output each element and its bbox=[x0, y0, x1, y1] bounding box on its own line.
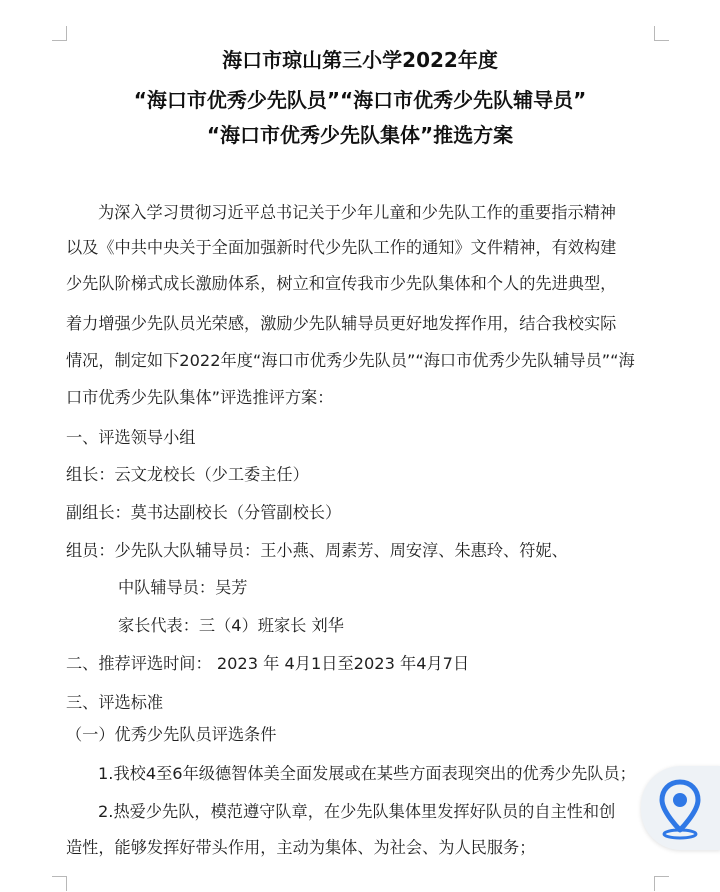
location-pin-icon bbox=[657, 778, 703, 840]
criteria-item-2-line-1: 2.热爱少先队，模范遵守队章，在少先队集体里发挥好队员的自主性和创 bbox=[98, 802, 616, 821]
crop-mark-top-right bbox=[654, 26, 669, 41]
section-3-heading: 三、评选标准 bbox=[66, 693, 164, 712]
intro-line-6: 口市优秀少先队集体”评选推评方案： bbox=[66, 388, 334, 407]
section-1-heading: 一、评选领导小组 bbox=[66, 428, 196, 447]
deputy-leader-line: 副组长：莫书达副校长（分管副校长） bbox=[66, 503, 342, 522]
intro-line-1: 为深入学习贯彻习近平总书记关于少年儿童和少先队工作的重要指示精神 bbox=[98, 203, 616, 222]
intro-line-5: 情况，制定如下2022年度“海口市优秀少先队员”“海口市优秀少先队辅导员”“海 bbox=[66, 351, 635, 370]
middle-counselor-line: 中队辅导员：吴芳 bbox=[118, 578, 248, 597]
crop-mark-bottom-right bbox=[654, 876, 669, 891]
criteria-item-2-line-2: 造性，能够发挥好带头作用，主动为集体、为社会、为人民服务； bbox=[66, 838, 536, 857]
leader-line: 组长：云文龙校长（少工委主任） bbox=[66, 465, 309, 484]
crop-mark-bottom-left bbox=[52, 876, 67, 891]
location-floating-button[interactable] bbox=[641, 766, 720, 850]
section-2-heading: 二、推荐评选时间： 2023 年 4月1日至2023 年4月7日 bbox=[66, 654, 470, 673]
document-title-line-1: 海口市琼山第三小学2022年度 bbox=[222, 48, 498, 72]
members-line: 组员：少先队大队辅导员：王小燕、周素芳、周安淳、朱惠玲、符妮、 bbox=[66, 541, 568, 560]
criteria-item-1: 1.我校4至6年级德智体美全面发展或在某些方面表现突出的优秀少先队员； bbox=[98, 764, 636, 783]
parent-representative-line: 家长代表：三（4）班家长 刘华 bbox=[118, 616, 344, 635]
document-title-line-2: “海口市优秀少先队员”“海口市优秀少先队辅导员” bbox=[133, 88, 587, 112]
intro-line-2: 以及《中共中央关于全面加强新时代少先队工作的通知》文件精神，有效构建 bbox=[66, 238, 617, 257]
subsection-1-heading: （一）优秀少先队员评选条件 bbox=[66, 725, 277, 744]
intro-line-4: 着力增强少先队员光荣感，激励少先队辅导员更好地发挥作用，结合我校实际 bbox=[66, 314, 617, 333]
crop-mark-top-left bbox=[52, 26, 67, 41]
intro-line-3: 少先队阶梯式成长激励体系，树立和宣传我市少先队集体和个人的先进典型， bbox=[66, 274, 617, 293]
document-title-line-3: “海口市优秀少先队集体”推选方案 bbox=[206, 123, 514, 147]
